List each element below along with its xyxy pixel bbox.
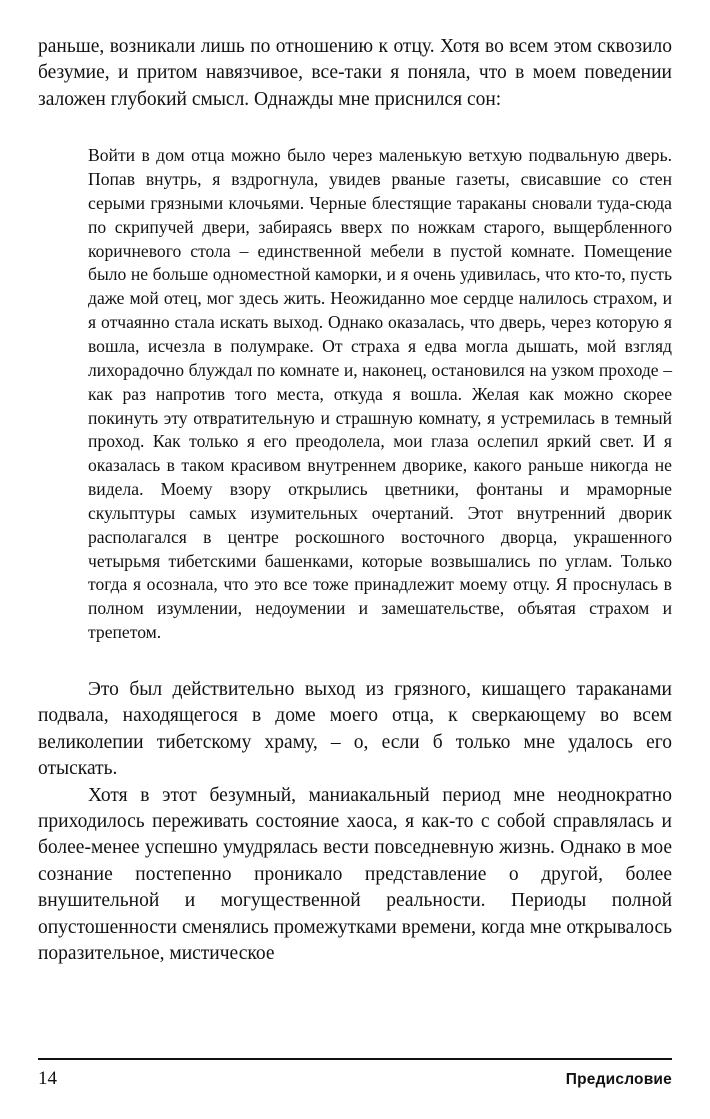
- paragraph-after-quote: Это был действительно выход из грязного, кишащего тараканами подвала, находящегося в доме моего отца, к сверкающему во всем великолепии тибетскому храму, – о, если б только мне удалось его отыскать.: [38, 678, 672, 780]
- footer-row: [38, 1068, 672, 1090]
- dream-quote: Войти в дом отца можно было через маленькую ветхую подвальную дверь. Попав внутрь, я вздрогнула, увидев рваные газеты, свисавшие со стен серыми грязными клочьями. Черные блестящие тараканы сновали туда-сюда по скрипучей двери, забираясь вверх по ножкам старого, выщербленного коричневого стола – единственной мебели в пустой комнате. Помещение было не больше одноместной каморки, и я очень удивилась, что кто-то, пусть даже мой отец, мог здесь жить. Неожиданно мое сердце налилось страхом, и я отчаянно стала искать выход. Однако оказалась, что дверь, через которую я вошла, исчезла в полумраке. От страха я едва могла дышать, мой взгляд лихорадочно блуждал по комнате и, наконец, остановился на узком проходе – как раз напротив того места, откуда я вошла. Желая как можно скорее покинуть эту отвратительную и страшную комнату, я устремилась в темный проход. Как только я его преодолела, мои глаза ослепил яркий свет. И я оказалась в таком красивом внутреннем дворике, какого раньше никогда не видела. Моему взору открылись цветники, фонтаны и мраморные скульптуры самых изумительных очертаний. Этот внутренний дворик располагался в центре роскошного восточного дворца, украшенного четырьмя тибетскими башенками, которые возвышались по углам. Только тогда я осознала, что это все тоже принадлежит моему отцу. Я проснулась в полном изумлении, недоумении и замешательстве, объятая страхом и трепетом.: [88, 145, 672, 643]
- page-number: 14: [38, 1068, 57, 1089]
- opening-paragraph: раньше, возникали лишь по отношению к отцу. Хотя во всем этом сквозило безумие, и притом навязчивое, все-таки я поняла, что в моем поведении заложен глубокий смысл. Однажды мне приснился сон:: [38, 36, 672, 110]
- closing-paragraph: Хотя в этот безумный, маниакальный период мне неоднократно приходилось переживать состояние хаоса, я как-то с собой справлялась и более-менее успешно умудрялась вести повседневную жизнь. Однако в мое сознание постепенно проникало представление о другой, более внушительной и могущественной реальности. Периоды полной опустошенности сменялись промежутками времени, когда мне открывалось поразительное, мистическое: [38, 784, 672, 964]
- page-footer: [38, 1058, 672, 1090]
- book-page-text: [38, 34, 672, 967]
- footer-divider: [38, 1058, 672, 1060]
- running-title: Предисловие: [565, 1071, 672, 1088]
